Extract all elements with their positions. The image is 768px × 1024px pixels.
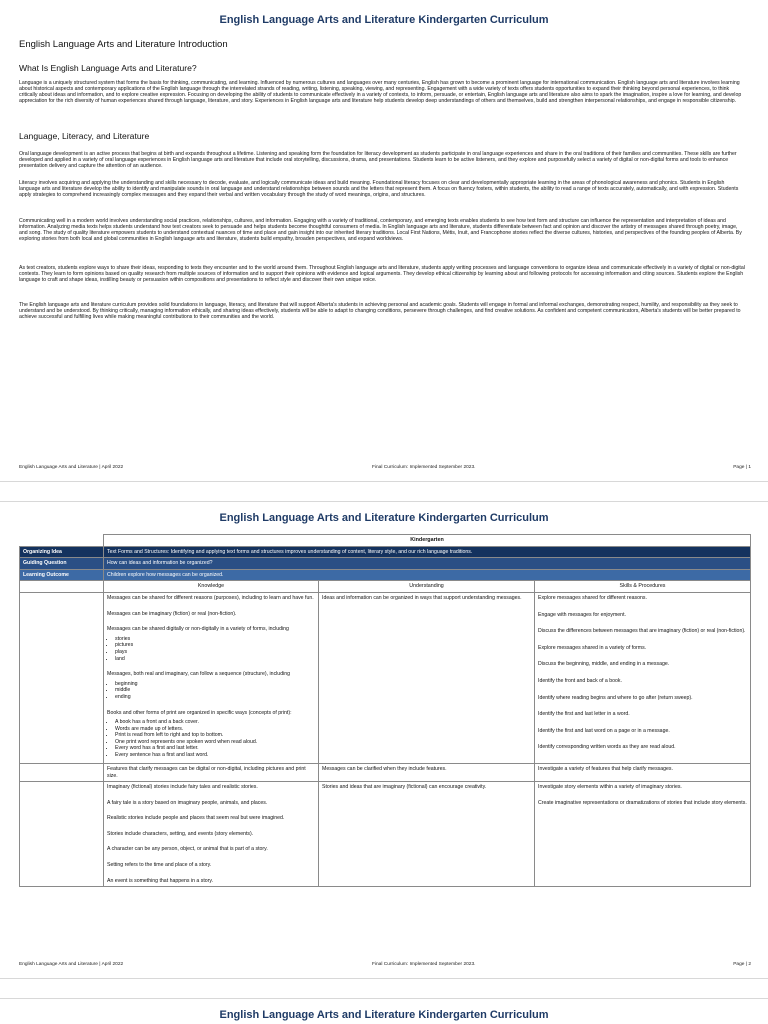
language-heading: Language, Literacy, and Literature — [19, 131, 150, 141]
footer-left: English Language Arts and Literature | April 2022 — [19, 465, 124, 470]
list-item: • Print is read from left to right and top to bottom. — [115, 732, 315, 739]
knowledge-item: Stories include characters, setting, and events (story elements). — [107, 830, 254, 837]
knowledge-header: Knowledge — [104, 581, 319, 593]
knowledge-cell — [104, 782, 319, 887]
table-row — [20, 592, 751, 763]
list-item: • land — [115, 656, 315, 663]
page-title: English Language Arts and Literature Kindergarten Curriculum — [219, 14, 549, 26]
understanding-cell: Messages can be clarified when they include features. — [319, 763, 535, 781]
understanding-cell: Stories and ideas that are imaginary (fictional) can encourage creativity. — [319, 782, 535, 887]
list-item: • Every word has a first and last letter. — [115, 745, 315, 752]
skill-item: Discuss the differences between messages that are imaginary (fiction) or real (non-fiction). — [538, 628, 746, 635]
list-item: • ending — [115, 694, 315, 701]
paragraph-foundations: The English language arts and literature curriculum provides solid foundations in language, literacy, and literature that will support Alberta's students in achieving personal and academic goals. Students will engage in formal and informal exchanges, demonstrating respect, humility, and responsibility as they seek to understand and be understood. By thinking critically, managing information ethically, and sharing ideas effectively, students will be able to adapt to changing conditions, persevere through challenges, and find creative solutions. As confident and competent communicators, Alberta's students will be better prepared to achieve successful and fulfilling lives while making meaningful contributions to their communities and the world. — [19, 302, 741, 321]
table-row — [20, 763, 751, 781]
skill-item: Identify the front and back of a book. — [538, 677, 622, 684]
page-title: English Language Arts and Literature Kindergarten Curriculum — [219, 512, 549, 524]
understanding-header: Understanding — [319, 581, 535, 593]
organizing-idea-text: Text Forms and Structures: Identifying and applying text forms and structures improves understanding of content, literary style, and our rich language traditions. — [104, 546, 751, 558]
list-item: • Every sentence has a first and last word. — [115, 752, 315, 759]
skill-item: Explore messages shared in a variety of forms. — [538, 644, 647, 651]
skill-item: Discuss the beginning, middle, and ending in a message. — [538, 661, 670, 668]
page-title: English Language Arts and Literature Kindergarten Curriculum — [219, 1009, 549, 1021]
understanding-cell — [319, 592, 535, 763]
paragraph-communicating: Communicating well in a modern world involves understanding social practices, relationships, cultures, and information. Engaging with a variety of traditional, contemporary, and emerging texts enables students to see how text form and structure can influence the representation and interpretation of ideas and information. Analyzing media texts helps students understand how text creators seek to persuade and helps students become thoughtful consumers of media. In English language arts and literature, students differentiate between fact and opinion and discover the artistry of messages shared through poetry, image, and song. The study of quality literature empowers students to understand contextual nuances of time and place and gain insight into our inherited literary traditions. Local First Nations, Métis, Inuit, and Francophone stories reflect the diverse cultures, histories, and perspectives of the founding peoples of Alberta. By exploring stories from both local and global communities in English language arts and literature, students build empathy, broaden perspectives, and expand worldviews. — [19, 218, 742, 243]
skill-item: Create imaginative representations or dramatizations of stories that include story elements. — [538, 799, 747, 806]
guiding-question-text: How can ideas and information be organized? — [104, 558, 751, 570]
list-item: • Words are made up of letters. — [115, 726, 315, 733]
knowledge-cell: Features that clarify messages can be digital or non-digital, including pictures and print size. — [104, 763, 319, 781]
skills-cell: Investigate a variety of features that help clarify messages. — [535, 763, 751, 781]
footer-center: Final Curriculum: Implemented September 2023. — [372, 962, 476, 967]
list-item: • One print word represents one spoken word when read aloud. — [115, 739, 315, 746]
knowledge-item: Realistic stories include people and places that seem real but were imagined. — [107, 815, 285, 822]
curriculum-table — [19, 534, 751, 887]
page-separator — [0, 481, 768, 502]
list-item: • pictures — [115, 642, 315, 649]
footer-left: English Language Arts and Literature | April 2022 — [19, 962, 124, 967]
skills-header: Skills & Procedures — [535, 581, 751, 593]
knowledge-item: A fairy tale is a story based on imaginary people, animals, and places. — [107, 799, 268, 806]
list-item: • middle — [115, 687, 315, 694]
organizing-idea-row — [20, 546, 751, 558]
skill-item: Identify where reading begins and where to go after (return sweep). — [538, 694, 693, 701]
concepts-of-print-list — [107, 719, 315, 759]
knowledge-item: An event is something that happens in a story. — [107, 877, 214, 884]
skill-item: Explore messages shared for different reasons. — [538, 594, 647, 601]
learning-outcome-label: Learning Outcome — [20, 569, 104, 581]
knowledge-item: Imaginary (fictional) stories include fairy tales and realistic stories. — [107, 784, 258, 791]
skill-item: Identify the first and last word on a page or in a message. — [538, 727, 670, 734]
footer-center: Final Curriculum: Implemented September 2023. — [372, 465, 476, 470]
learning-outcome-row — [20, 569, 751, 581]
skill-item: Engage with messages for enjoyment. — [538, 611, 626, 618]
column-header-row — [20, 581, 751, 593]
knowledge-cell — [104, 592, 319, 763]
learning-outcome-text: Children explore how messages can be organized. — [104, 569, 751, 581]
table-row — [20, 782, 751, 887]
knowledge-item: Books and other forms of print are organized in specific ways (concepts of print): — [107, 709, 292, 716]
organizing-idea-label: Organizing Idea — [20, 546, 104, 558]
skill-item: Investigate story elements within a variety of imaginary stories. — [538, 784, 682, 791]
skills-cell — [535, 782, 751, 887]
knowledge-item: Messages can be shared digitally or non-digitally in a variety of forms, including — [107, 626, 289, 633]
skills-cell — [535, 592, 751, 763]
paragraph-text-creators: As text creators, students explore ways to share their ideas, responding to texts they encounter and to the world around them. Throughout English language arts and literature, students apply writing processes and language conventions to organize ideas and communicate effectively in a variety of digital or non-digital contexts. They learn to form opinions based on quality research from multiple sources of information and to support their opinions with evidence and logical arguments. They develop ethical citizenship by learning about and following protocols for accessing information and citing sources. Students explore the English language to craft and shape ideas, instilling beauty or persuasion within compositions and presentations to reflect style and discover their own unique voice. — [19, 265, 745, 284]
knowledge-item: A character can be any person, object, or animal that is part of a story. — [107, 846, 268, 853]
paragraph-oral: Oral language development is an active process that begins at birth and expands throughout a lifetime. Listening and speaking form the foundation for literacy development as students participate in oral language experiences and share in the oral traditions of their families and communities. These skills are further developed and applied in a variety of oral language experiences in English language arts and literature that include oral storytelling, discussions, drama, and presentations. Students learn to be active listeners, and they explore and purposefully select a variety of digital or non-digital forms and tools to enhance presentation delivery and capture the attention of an audience. — [19, 151, 737, 170]
sequence-list — [107, 681, 315, 701]
knowledge-item: Messages can be shared for different reasons (purposes), including to learn and have fun. — [107, 594, 314, 601]
page-separator — [0, 978, 768, 999]
what-paragraph: Language is a uniquely structured system that forms the basis for thinking, communicating, and learning. Influenced by numerous cultures and languages over many centuries, English has grown to become a prominent language for international communication. English language arts and literature involves learning about historical aspects and contemporary applications of the English language through the interrelated strands of reading, writing, listening, speaking, viewing, and representing. Engagement with a wide variety of texts offers students opportunities to expand their thinking beyond personal experiences, to think critically about ideas and information, and to explore creative expression. Focusing on developing the ability of students to communicate effectively in a variety of contexts, to inform, persuade, or entertain, English language arts and literature also aims to spark the imagination, inspire a love for learning, and develop appreciation for the rich diversity of human experiences shared through language, literature, and story. Experiences in English language arts and literature help students develop deep understandings of others and themselves, build and strengthen interpersonal relationships, and engage in responsible citizenship. — [19, 80, 742, 105]
intro-heading: English Language Arts and Literature Introduction — [19, 39, 228, 50]
knowledge-item: Setting refers to the time and place of a story. — [107, 862, 212, 869]
grade-header: Kindergarten — [104, 535, 751, 547]
forms-list — [107, 636, 315, 662]
list-item: • stories — [115, 636, 315, 643]
knowledge-item: Messages can be imaginary (fiction) or real (non-fiction). — [107, 610, 237, 617]
paragraph-literacy: Literacy involves acquiring and applying the understanding and skills necessary to decode, evaluate, and logically communicate ideas and build meaning. Foundational literacy focuses on clear and developmentally appropriate learning in the areas of phonological awareness and phonics. Students in English language arts and literature develop the ability to identify and manipulate sounds in oral language and understand relationships between sounds and the letters that represent them. A focus on fluency fosters, within students, the ability to read a range of texts accurately, automatically, and with expression. Students apply strategies to comprehend increasingly complex messages and they expand their verbal and written vocabulary through the study of word meanings, origins, and structures. — [19, 180, 739, 199]
guiding-question-row — [20, 558, 751, 570]
footer-page-number: Page | 2 — [733, 962, 751, 967]
knowledge-item: Messages, both real and imaginary, can follow a sequence (structure), including — [107, 671, 291, 678]
list-item: • plays — [115, 649, 315, 656]
footer-page-number: Page | 1 — [733, 465, 751, 470]
what-heading: What Is English Language Arts and Literature? — [19, 63, 197, 73]
skill-item: Identify corresponding written words as they are read aloud. — [538, 744, 676, 751]
understanding-item: Ideas and information can be organized in ways that support understanding messages. — [322, 594, 522, 601]
guiding-question-label: Guiding Question — [20, 558, 104, 570]
list-item: • A book has a front and a back cover. — [115, 719, 315, 726]
list-item: • beginning — [115, 681, 315, 688]
skill-item: Identify the first and last letter in a word. — [538, 711, 630, 718]
